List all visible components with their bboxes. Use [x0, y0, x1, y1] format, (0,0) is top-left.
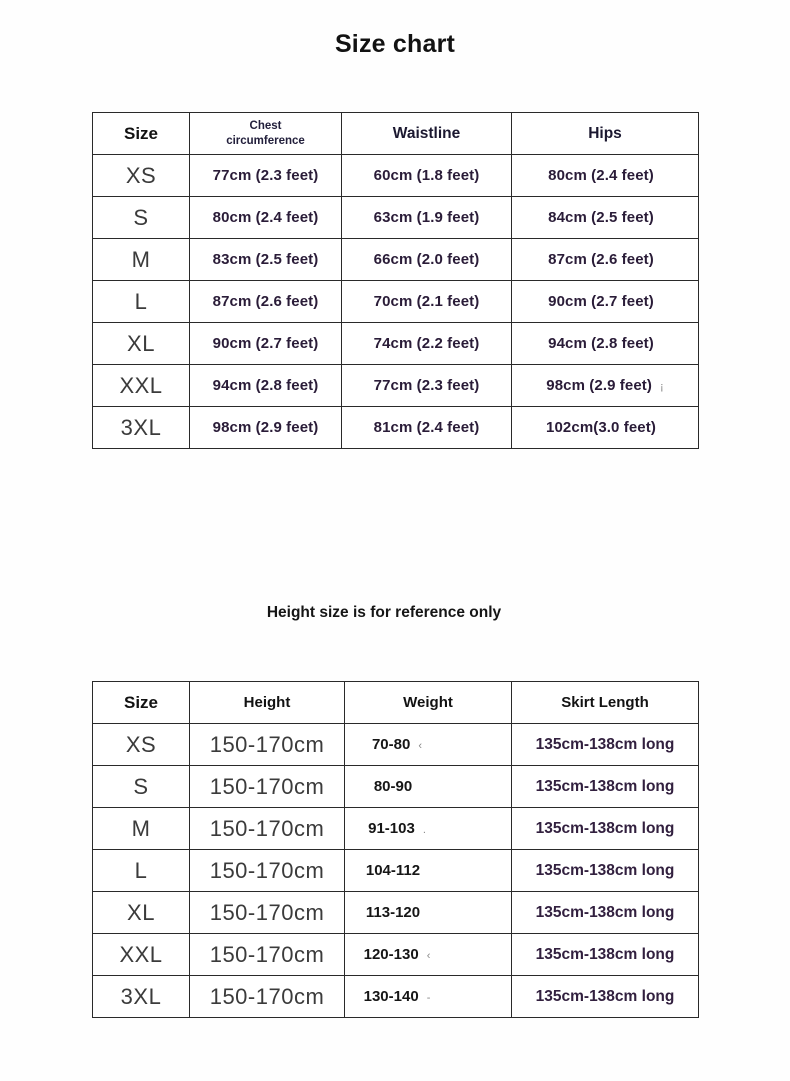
- header-chest-label: Chest circumference: [226, 119, 305, 147]
- size-cell: XS: [93, 724, 190, 766]
- size-cell: M: [93, 239, 190, 281]
- hips-cell: [512, 323, 699, 365]
- table-row: [93, 155, 699, 197]
- waist-cell: 66cm (2.0 feet): [342, 239, 512, 281]
- stray-mark: ¡: [659, 381, 664, 393]
- table-row: [93, 281, 699, 323]
- page-title: Size chart: [334, 30, 456, 58]
- waist-cell: 77cm (2.3 feet): [342, 365, 512, 407]
- header-chest: [190, 113, 342, 155]
- size-cell: 3XL: [93, 976, 190, 1018]
- hips-cell: [512, 365, 699, 407]
- height-cell: 150-170cm: [190, 892, 345, 934]
- weight-value: 113-120: [365, 904, 421, 921]
- stray-mark: ‹: [426, 950, 431, 962]
- hips-cell: [512, 407, 699, 449]
- waist-cell: 63cm (1.9 feet): [342, 197, 512, 239]
- weight-cell: [345, 850, 512, 892]
- size-cell: XL: [93, 323, 190, 365]
- size-cell: XL: [93, 892, 190, 934]
- hips-value: 98cm (2.9 feet): [546, 377, 652, 394]
- size-cell: 3XL: [93, 407, 190, 449]
- table-row: [93, 934, 699, 976]
- header-weight: Weight: [345, 682, 512, 724]
- weight-value: 120-130: [363, 946, 419, 963]
- height-cell: 150-170cm: [190, 850, 345, 892]
- header-skirt-length: Skirt Length: [512, 682, 699, 724]
- weight-cell: [345, 934, 512, 976]
- height-weight-table: [92, 681, 699, 1018]
- skirt-length-cell: 135cm-138cm long: [512, 724, 699, 766]
- hips-value: 84cm (2.5 feet): [548, 209, 654, 226]
- size-cell: S: [93, 766, 190, 808]
- header-size: Size: [93, 113, 190, 155]
- height-cell: 150-170cm: [190, 976, 345, 1018]
- hips-value: 94cm (2.8 feet): [548, 335, 654, 352]
- skirt-length-cell: 135cm-138cm long: [512, 892, 699, 934]
- header-waistline: Waistline: [342, 113, 512, 155]
- table-row: [93, 365, 699, 407]
- size-cell: XXL: [93, 934, 190, 976]
- table-row: [93, 766, 699, 808]
- waist-cell: 74cm (2.2 feet): [342, 323, 512, 365]
- skirt-length-cell: 135cm-138cm long: [512, 850, 699, 892]
- table-header-row: [93, 113, 699, 155]
- size-cell: L: [93, 850, 190, 892]
- chest-cell: 90cm (2.7 feet): [190, 323, 342, 365]
- table-row: [93, 724, 699, 766]
- skirt-length-cell: 135cm-138cm long: [512, 934, 699, 976]
- chest-cell: 83cm (2.5 feet): [190, 239, 342, 281]
- height-cell: 150-170cm: [190, 808, 345, 850]
- hips-value: 102cm(3.0 feet): [546, 419, 656, 436]
- measurement-table: [92, 112, 699, 449]
- chest-cell: 98cm (2.9 feet): [190, 407, 342, 449]
- weight-value: 91-103: [368, 820, 415, 837]
- weight-value: 80-90: [373, 778, 413, 795]
- table-row: [93, 976, 699, 1018]
- weight-cell: [345, 976, 512, 1018]
- hips-value: 80cm (2.4 feet): [548, 167, 654, 184]
- hips-cell: [512, 155, 699, 197]
- chest-cell: 77cm (2.3 feet): [190, 155, 342, 197]
- waist-cell: 81cm (2.4 feet): [342, 407, 512, 449]
- hips-value: 90cm (2.7 feet): [548, 293, 654, 310]
- height-cell: 150-170cm: [190, 934, 345, 976]
- stray-mark: ‹: [418, 740, 423, 752]
- height-cell: 150-170cm: [190, 724, 345, 766]
- table-row: [93, 197, 699, 239]
- size-cell: XXL: [93, 365, 190, 407]
- header-size: Size: [93, 682, 190, 724]
- size-cell: S: [93, 197, 190, 239]
- table-header-row: [93, 682, 699, 724]
- weight-value: 130-140: [363, 988, 419, 1005]
- weight-cell: [345, 808, 512, 850]
- stray-mark: -: [426, 992, 431, 1004]
- hips-cell: [512, 281, 699, 323]
- table-row: [93, 239, 699, 281]
- waist-cell: 60cm (1.8 feet): [342, 155, 512, 197]
- hips-cell: [512, 197, 699, 239]
- height-cell: 150-170cm: [190, 766, 345, 808]
- size-cell: M: [93, 808, 190, 850]
- skirt-length-cell: 135cm-138cm long: [512, 766, 699, 808]
- size-cell: L: [93, 281, 190, 323]
- weight-value: 104-112: [365, 862, 421, 879]
- chest-cell: 87cm (2.6 feet): [190, 281, 342, 323]
- size-cell: XS: [93, 155, 190, 197]
- table-row: [93, 892, 699, 934]
- skirt-length-cell: 135cm-138cm long: [512, 808, 699, 850]
- stray-mark: .: [422, 824, 426, 836]
- table-row: [93, 323, 699, 365]
- hips-cell: [512, 239, 699, 281]
- chest-cell: 80cm (2.4 feet): [190, 197, 342, 239]
- chest-cell: 94cm (2.8 feet): [190, 365, 342, 407]
- weight-cell: [345, 724, 512, 766]
- header-height: Height: [190, 682, 345, 724]
- weight-cell: [345, 766, 512, 808]
- skirt-length-cell: 135cm-138cm long: [512, 976, 699, 1018]
- reference-note: Height size is for reference only: [266, 604, 502, 621]
- waist-cell: 70cm (2.1 feet): [342, 281, 512, 323]
- table-row: [93, 808, 699, 850]
- table-row: [93, 407, 699, 449]
- hips-value: 87cm (2.6 feet): [548, 251, 654, 268]
- table-row: [93, 850, 699, 892]
- weight-cell: [345, 892, 512, 934]
- weight-value: 70-80: [371, 736, 411, 753]
- header-hips: Hips: [512, 113, 699, 155]
